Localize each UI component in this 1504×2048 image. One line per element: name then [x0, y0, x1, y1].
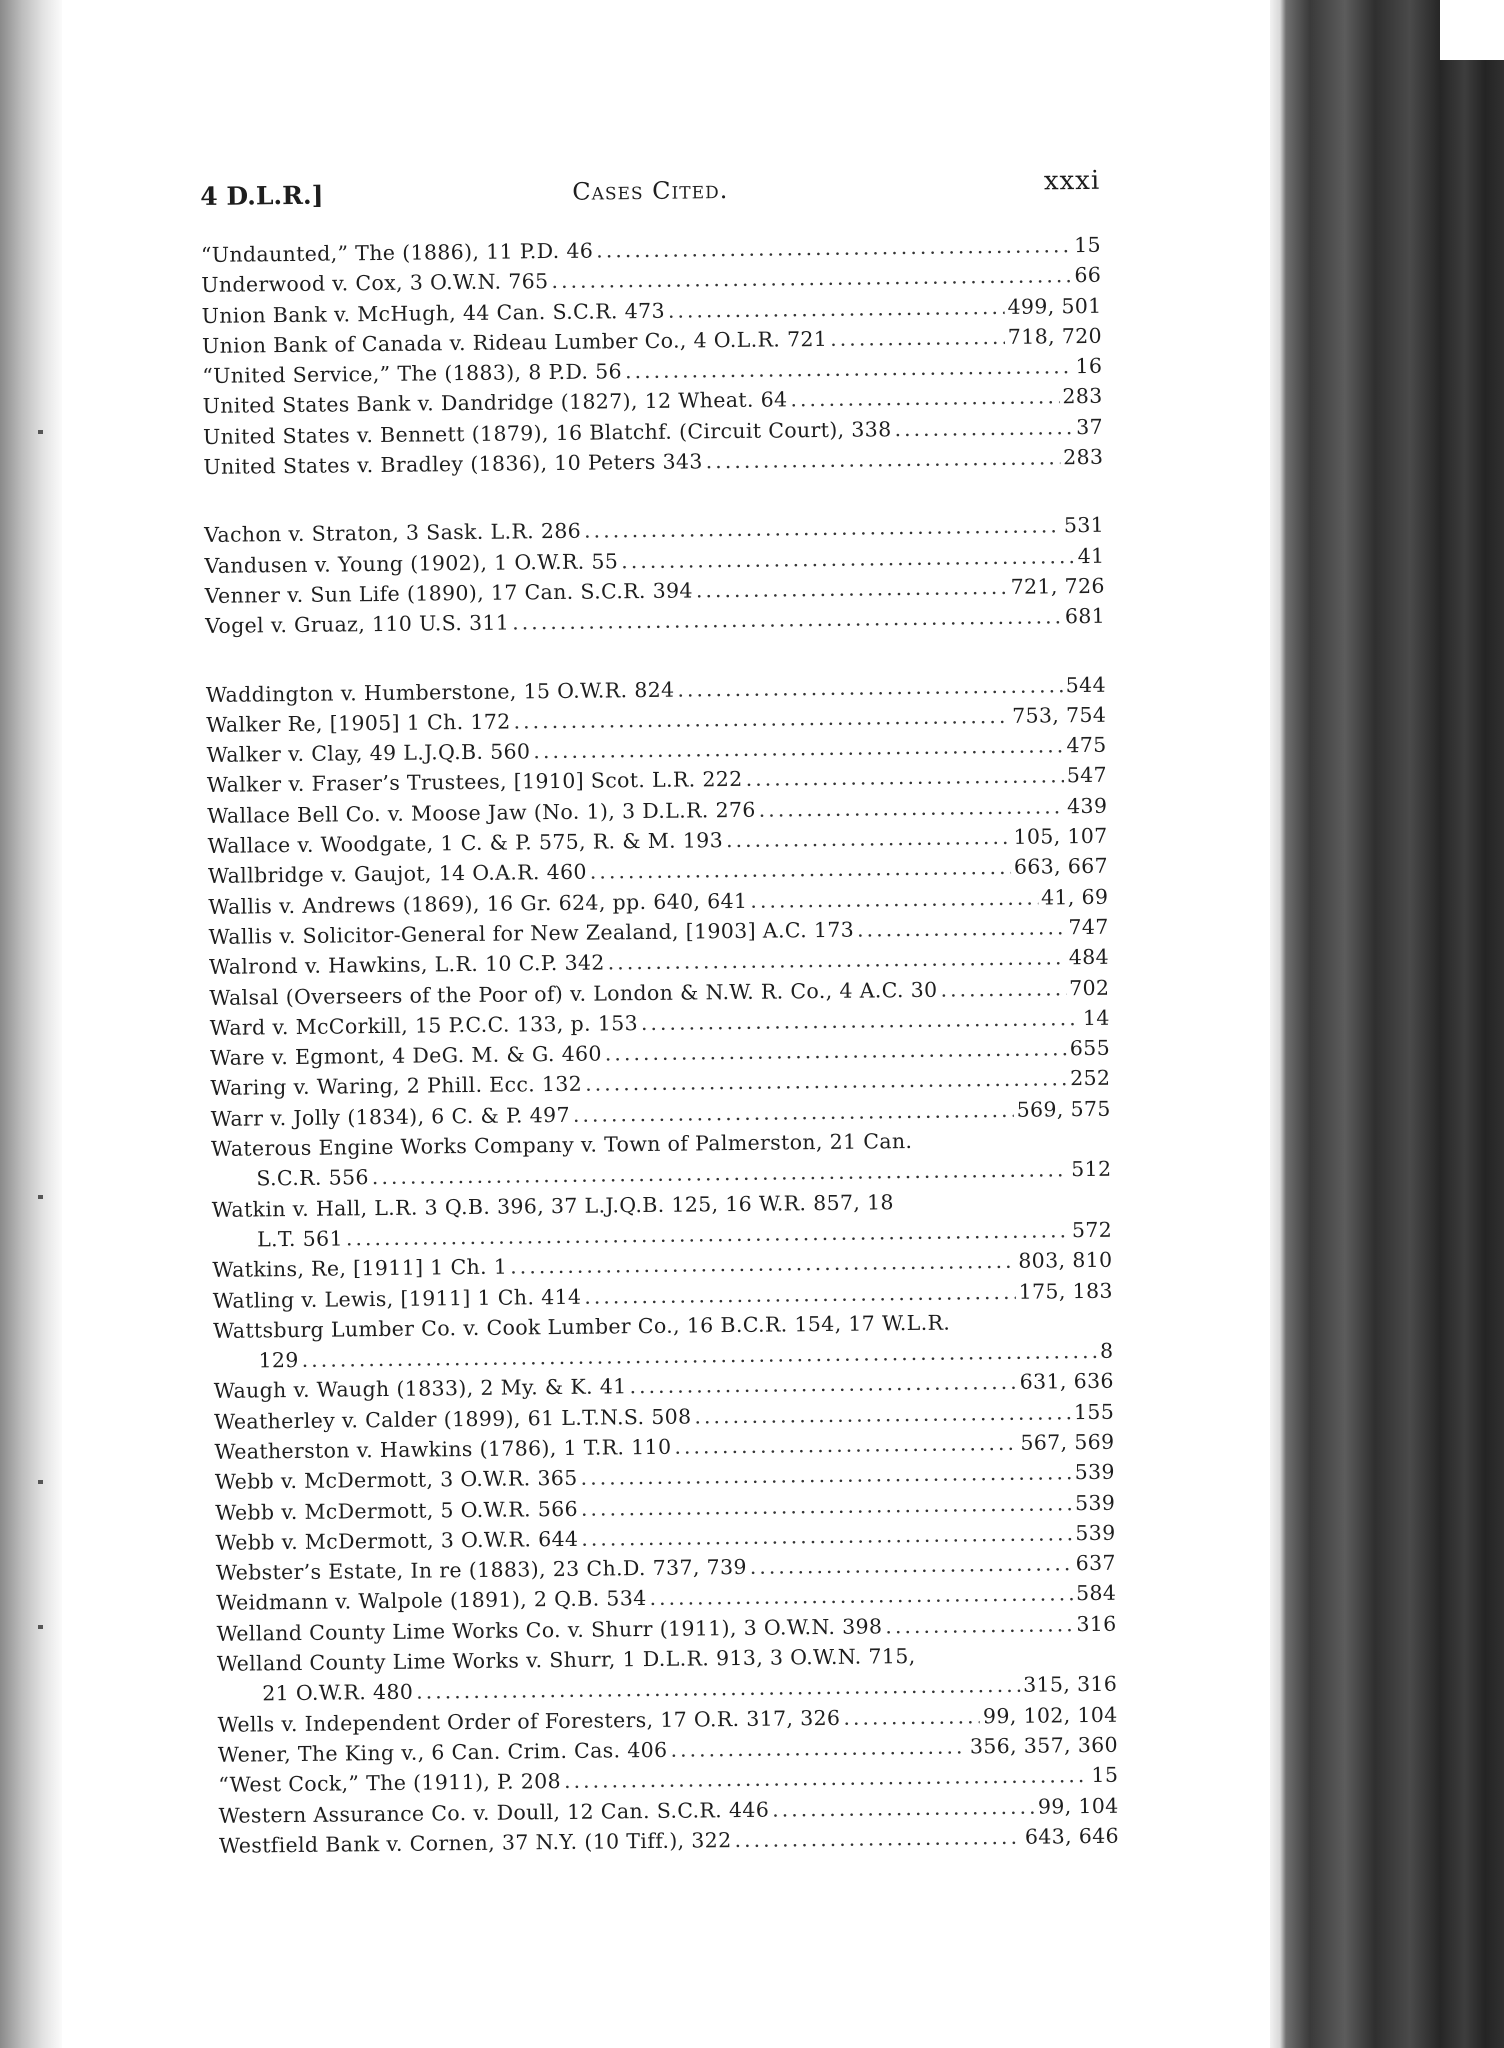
case-citation: Wallbridge v. Gaujot, 14 O.A.R. 460 [207, 860, 587, 889]
dot-leader [772, 1791, 1035, 1824]
dot-leader [894, 412, 1073, 444]
case-citation: Vandusen v. Young (1902), 1 O.W.R. 55 [204, 548, 619, 578]
case-citation: Wallis v. Andrews (1869), 16 Gr. 624, pp. 640, 641 [208, 888, 748, 919]
dot-leader [696, 572, 1008, 606]
page-number: xxxi [1043, 165, 1101, 197]
case-citation-continued: S.C.R. 556 [256, 1165, 369, 1191]
page-reference: 14 [1082, 1005, 1110, 1030]
cases-index [201, 230, 1119, 1861]
volume-label: 4 D.L.R.] [200, 180, 324, 211]
page-reference: 572 [1071, 1217, 1113, 1243]
page-reference: 547 [1066, 763, 1108, 788]
case-citation: Vachon v. Straton, 3 Sask. L.R. 286 [204, 519, 582, 548]
dot-leader [750, 882, 1038, 916]
case-citation: Watling v. Lewis, [1911] 1 Ch. 414 [212, 1284, 582, 1313]
case-citation: Wallace Bell Co. v. Moose Jaw (No. 1), 3 D.L.R. 276 [207, 797, 756, 828]
dot-leader [629, 1367, 1016, 1402]
page-reference: 721, 726 [1010, 573, 1105, 599]
page-reference: 41 [1077, 543, 1105, 568]
case-citation-continued: L.T. 561 [256, 1226, 344, 1252]
binding-mark [38, 1195, 43, 1199]
case-citation: “United Service,” The (1883), 8 P.D. 56 [202, 359, 623, 389]
case-citation: “West Cock,” The (1911), P. 208 [218, 1769, 562, 1798]
index-entry [212, 1184, 1113, 1255]
index-section [201, 230, 1104, 483]
case-citation: Weidmann v. Walpole (1891), 2 Q.B. 534 [216, 1586, 647, 1616]
page-reference: 316 [1076, 1611, 1117, 1636]
page-reference: 15 [1091, 1762, 1119, 1788]
dot-leader [790, 382, 1059, 415]
page-reference: 155 [1073, 1399, 1115, 1424]
case-citation: Union Bank v. McHugh, 44 Can. S.C.R. 473 [201, 298, 666, 328]
case-citation: Walker Re, [1905] 1 Ch. 172 [206, 709, 511, 737]
dot-leader [694, 1397, 1071, 1432]
page-content [200, 160, 1119, 1861]
page-reference: 531 [1063, 513, 1105, 538]
case-citation: Walrond v. Hawkins, L.R. 10 C.P. 342 [208, 950, 605, 980]
dot-leader [940, 973, 1066, 1005]
case-citation: Weatherston v. Hawkins (1786), 1 T.R. 110 [214, 1434, 672, 1464]
case-citation: Webb v. McDermott, 3 O.W.R. 365 [214, 1466, 578, 1495]
binding-mark [38, 1625, 43, 1629]
page-reference: 567, 569 [1020, 1429, 1115, 1455]
page-reference: 539 [1074, 1459, 1115, 1485]
case-citation: Waterous Engine Works Company v. Town of Palmerston, 21 Can. [210, 1128, 913, 1161]
page-reference: 475 [1066, 732, 1107, 758]
page-reference: 252 [1070, 1066, 1111, 1091]
page-reference: 655 [1069, 1035, 1111, 1061]
case-citation-continued: 129 [258, 1348, 299, 1373]
page-reference: 99, 104 [1037, 1793, 1119, 1819]
dot-leader [641, 1003, 1080, 1038]
case-citation-continued: 21 O.W.R. 480 [262, 1680, 414, 1706]
page-reference: 175, 183 [1018, 1278, 1113, 1304]
running-header [200, 160, 1101, 222]
page-reference: 681 [1064, 604, 1106, 629]
case-citation: Ward v. McCorkill, 15 P.C.C. 133, p. 153 [209, 1010, 639, 1040]
case-citation: Westfield Bank v. Cornen, 37 N.Y. (10 Tiff.), 322 [218, 1827, 732, 1858]
page-reference: 356, 357, 360 [969, 1732, 1119, 1759]
index-section [204, 510, 1105, 641]
page-reference: 315, 316 [1023, 1672, 1118, 1698]
case-citation: Webb v. McDermott, 3 O.W.R. 644 [215, 1526, 579, 1555]
page-reference: 753, 754 [1012, 702, 1107, 728]
page-reference: 539 [1075, 1520, 1116, 1546]
index-section [206, 669, 1119, 1861]
dot-leader [830, 322, 1005, 354]
case-citation: Weatherley v. Calder (1899), 61 L.T.N.S. 508 [214, 1404, 692, 1434]
case-citation: Wells v. Independent Order of Foresters, 17 O.R. 317, 326 [217, 1705, 841, 1737]
book-edge [1270, 0, 1504, 2048]
case-citation: Welland County Lime Works Co. v. Shurr (1911), 3 O.W.N. 398 [216, 1614, 883, 1646]
case-citation: Vogel v. Gruaz, 110 U.S. 311 [205, 610, 510, 639]
page-reference: 499, 501 [1007, 293, 1102, 319]
case-citation: Welland County Lime Works v. Shurr, 1 D.L.R. 913, 3 O.W.N. 715, [216, 1644, 916, 1676]
dot-leader [584, 1276, 1016, 1311]
case-citation: Wallace v. Woodgate, 1 C. & P. 575, R. & M. 193 [207, 828, 724, 859]
page-reference: 105, 107 [1013, 823, 1108, 849]
dot-leader [670, 1731, 967, 1765]
page-reference: 539 [1074, 1490, 1116, 1515]
page-reference: 747 [1068, 914, 1109, 940]
dot-leader [726, 822, 1011, 856]
page-reference: 803, 810 [1018, 1247, 1113, 1273]
dot-leader [734, 1822, 1022, 1856]
binding-shadow [0, 0, 62, 2048]
case-citation: Wener, The King v., 6 Can. Crim. Cas. 406 [217, 1737, 668, 1767]
page-reference: 637 [1075, 1550, 1116, 1576]
page-title: Cases Cited. [572, 176, 729, 206]
dot-leader [706, 442, 1061, 476]
binding-mark [38, 1480, 43, 1484]
page-reference: 718, 720 [1007, 323, 1103, 349]
dot-leader [857, 912, 1066, 945]
dot-leader [668, 291, 1005, 325]
case-citation: United States Bank v. Dandridge (1827), 12 Wheat. 64 [202, 387, 788, 419]
dot-leader [750, 1548, 1073, 1582]
page-reference: 631, 636 [1019, 1369, 1114, 1395]
case-citation: Warr v. Jolly (1834), 6 C. & P. 497 [210, 1102, 571, 1131]
case-citation: Ware v. Egmont, 4 DeG. M. & G. 460 [209, 1041, 602, 1071]
page-reference: 8 [1099, 1338, 1114, 1363]
dot-leader [649, 1579, 1073, 1614]
case-citation: Western Assurance Co. v. Doull, 12 Can. S.C.R. 446 [218, 1797, 770, 1828]
case-citation: Waugh v. Waugh (1833), 2 My. & K. 41 [213, 1374, 627, 1404]
page-reference: 16 [1075, 353, 1103, 379]
case-citation: Wattsburg Lumber Co. v. Cook Lumber Co., 16 B.C.R. 154, 17 W.L.R. [213, 1310, 951, 1343]
page-reference: 15 [1073, 232, 1102, 258]
page-reference: 484 [1068, 944, 1110, 970]
case-citation: Wallis v. Solicitor-General for New Zealand, [1903] A.C. 173 [208, 917, 855, 949]
page-reference: 66 [1074, 263, 1102, 288]
dot-leader [512, 602, 1062, 639]
page-reference: 569, 575 [1016, 1096, 1111, 1122]
case-citation: United States v. Bennett (1879), 16 Blatchf. (Circuit Court), 338 [202, 416, 892, 449]
case-citation: Webster’s Estate, In re (1883), 23 Ch.D. 737, 739 [215, 1555, 747, 1586]
dot-leader [843, 1701, 980, 1733]
case-citation: Watkin v. Hall, L.R. 3 Q.B. 396, 37 L.J.Q.B. 125, 16 W.R. 857, 18 [211, 1189, 894, 1222]
page-reference: 283 [1062, 384, 1103, 409]
dot-leader [677, 670, 1063, 705]
dot-leader [674, 1428, 1017, 1462]
case-citation: Walker v. Clay, 49 L.J.Q.B. 560 [206, 739, 531, 768]
index-entry [211, 1124, 1112, 1195]
page-reference: 512 [1071, 1157, 1112, 1182]
case-citation: “Undaunted,” The (1886), 11 P.D. 46 [200, 238, 594, 267]
dot-leader [590, 852, 1011, 887]
binding-mark [38, 430, 43, 434]
page-reference: 663, 667 [1013, 854, 1109, 880]
case-citation: Underwood v. Cox, 3 O.W.N. 765 [201, 269, 549, 298]
page-reference: 544 [1065, 672, 1107, 697]
case-citation: Venner v. Sun Life (1890), 17 Can. S.C.R. 394 [204, 578, 693, 608]
page-reference: 584 [1075, 1581, 1117, 1606]
dot-leader [573, 1095, 1014, 1130]
case-citation: Union Bank of Canada v. Rideau Lumber Co., 4 O.L.R. 721 [201, 326, 828, 358]
case-citation: Waring v. Waring, 2 Phill. Ecc. 132 [210, 1072, 583, 1101]
page-reference: 41, 69 [1040, 884, 1109, 910]
dot-leader [885, 1609, 1073, 1641]
page-reference: 643, 646 [1024, 1823, 1120, 1849]
dot-leader [745, 761, 1063, 795]
dot-leader [759, 791, 1065, 825]
case-citation: Walker v. Fraser’s Trustees, [1910] Scot. L.R. 222 [206, 767, 743, 798]
case-citation: United States v. Bradley (1836), 10 Peters 343 [203, 449, 703, 480]
case-citation: Watkins, Re, [1911] 1 Ch. 1 [212, 1254, 508, 1283]
case-citation: Waddington v. Humberstone, 15 O.W.R. 824 [205, 677, 675, 707]
index-entry [213, 1306, 1114, 1377]
case-citation: Webb v. McDermott, 5 O.W.R. 566 [215, 1496, 579, 1525]
page-reference: 37 [1076, 414, 1104, 439]
page-reference: 283 [1062, 444, 1104, 470]
page-reference: 439 [1066, 793, 1108, 818]
page-reference: 99, 102, 104 [982, 1702, 1118, 1728]
index-entry [217, 1639, 1118, 1710]
page-reference: 702 [1069, 975, 1110, 1000]
case-citation: Walsal (Overseers of the Poor of) v. London & N.W. R. Co., 4 A.C. 30 [209, 977, 938, 1010]
